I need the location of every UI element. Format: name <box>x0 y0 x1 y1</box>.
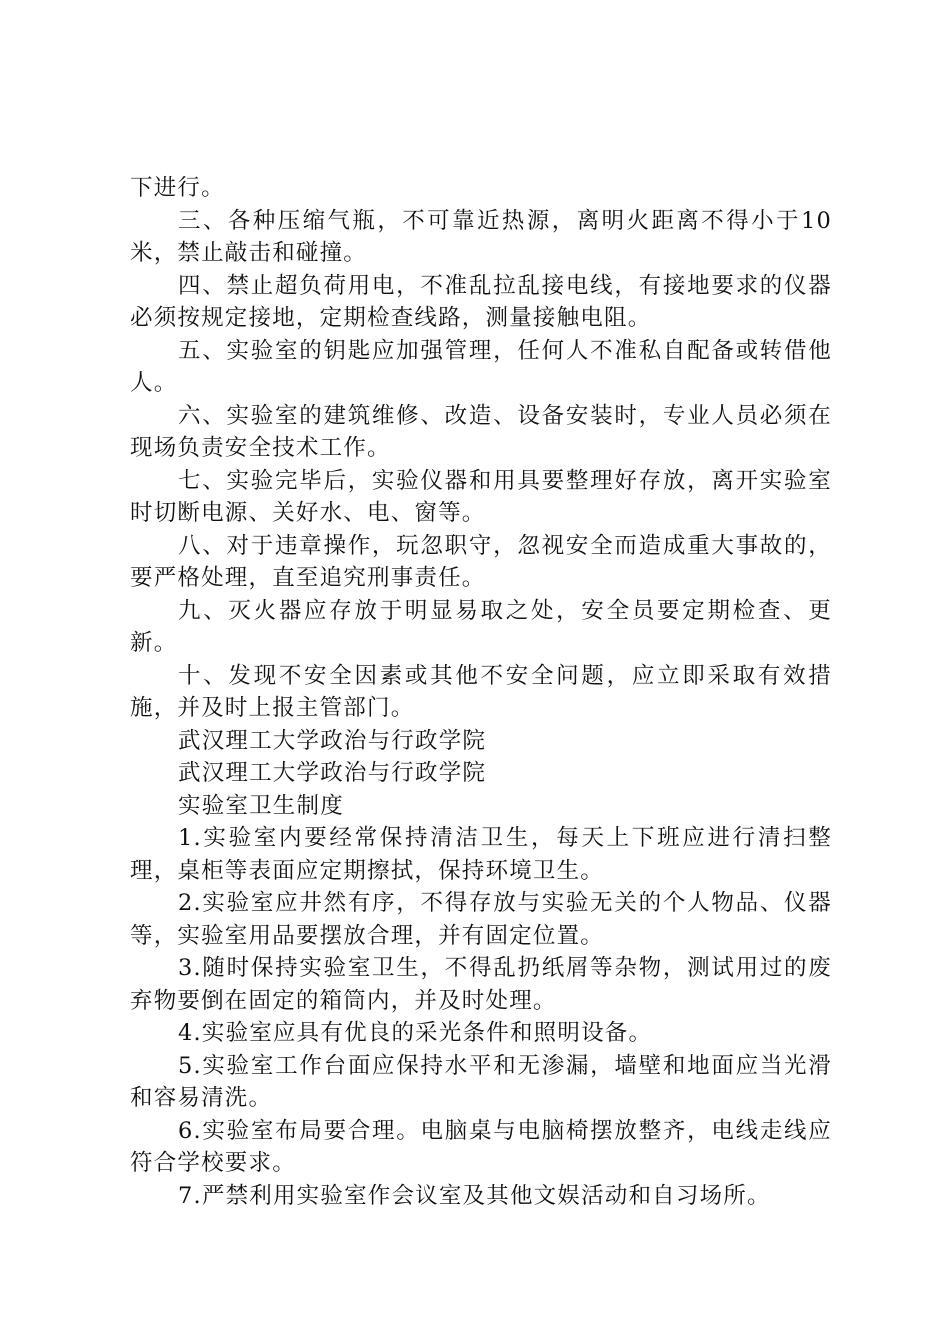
hygiene-rule-6: 6.实验室布局要合理。电脑桌与电脑椅摆放整齐，电线走线应符合学校要求。 <box>130 1117 832 1176</box>
paragraph-continuation: 下进行。 <box>130 175 225 201</box>
hygiene-rule-2: 2.实验室应井然有序，不得存放与实验无关的个人物品、仪器等，实验室用品要摆放合理，并有固定位置。 <box>130 890 832 949</box>
paragraph-rule-4: 四、禁止超负荷用电，不准乱拉乱接电线，有接地要求的仪器必须按规定接地，定期检查线路，测量接触电阻。 <box>130 272 832 331</box>
institution-name: 武汉理工大学政治与行政学院 <box>178 727 487 754</box>
hygiene-rule-5: 5.实验室工作台面应保持水平和无渗漏，墙壁和地面应当光滑和容易清洗。 <box>130 1052 832 1111</box>
paragraph-rule-5: 五、实验室的钥匙应加强管理，任何人不准私自配备或转借他人。 <box>130 337 832 396</box>
paragraph-rule-7: 七、实验完毕后，实验仪器和用具要整理好存放，离开实验室时切断电源、关好水、电、窗等。 <box>130 467 832 526</box>
section-title: 实验室卫生制度 <box>178 792 344 819</box>
hygiene-rule-7: 7.严禁利用实验室作会议室及其他文娱活动和自习场所。 <box>178 1182 771 1209</box>
paragraph-rule-10: 十、发现不安全因素或其他不安全问题，应立即采取有效措施，并及时上报主管部门。 <box>130 662 832 721</box>
paragraph-rule-9: 九、灭火器应存放于明显易取之处，安全员要定期检查、更新。 <box>130 597 832 656</box>
paragraph-rule-8: 八、对于违章操作，玩忽职守，忽视安全而造成重大事故的，要严格处理，直至追究刑事责任。 <box>130 532 832 591</box>
hygiene-rule-3: 3.随时保持实验室卫生，不得乱扔纸屑等杂物，测试用过的废弃物要倒在固定的箱筒内，并及时处理。 <box>130 955 832 1014</box>
paragraph-rule-3: 三、各种压缩气瓶，不可靠近热源，离明火距离不得小于10米，禁止敲击和碰撞。 <box>130 207 832 266</box>
institution-name-repeat: 武汉理工大学政治与行政学院 <box>178 760 487 786</box>
hygiene-rule-4: 4.实验室应具有优良的采光条件和照明设备。 <box>178 1020 653 1046</box>
document-body <box>130 172 832 1212</box>
hygiene-rule-1: 1.实验室内要经常保持清洁卫生，每天上下班应进行清扫整理，桌柜等表面应定期擦拭，保持环境卫生。 <box>130 825 832 884</box>
paragraph-rule-6: 六、实验室的建筑维修、改造、设备安装时，专业人员必须在现场负责安全技术工作。 <box>130 402 832 461</box>
